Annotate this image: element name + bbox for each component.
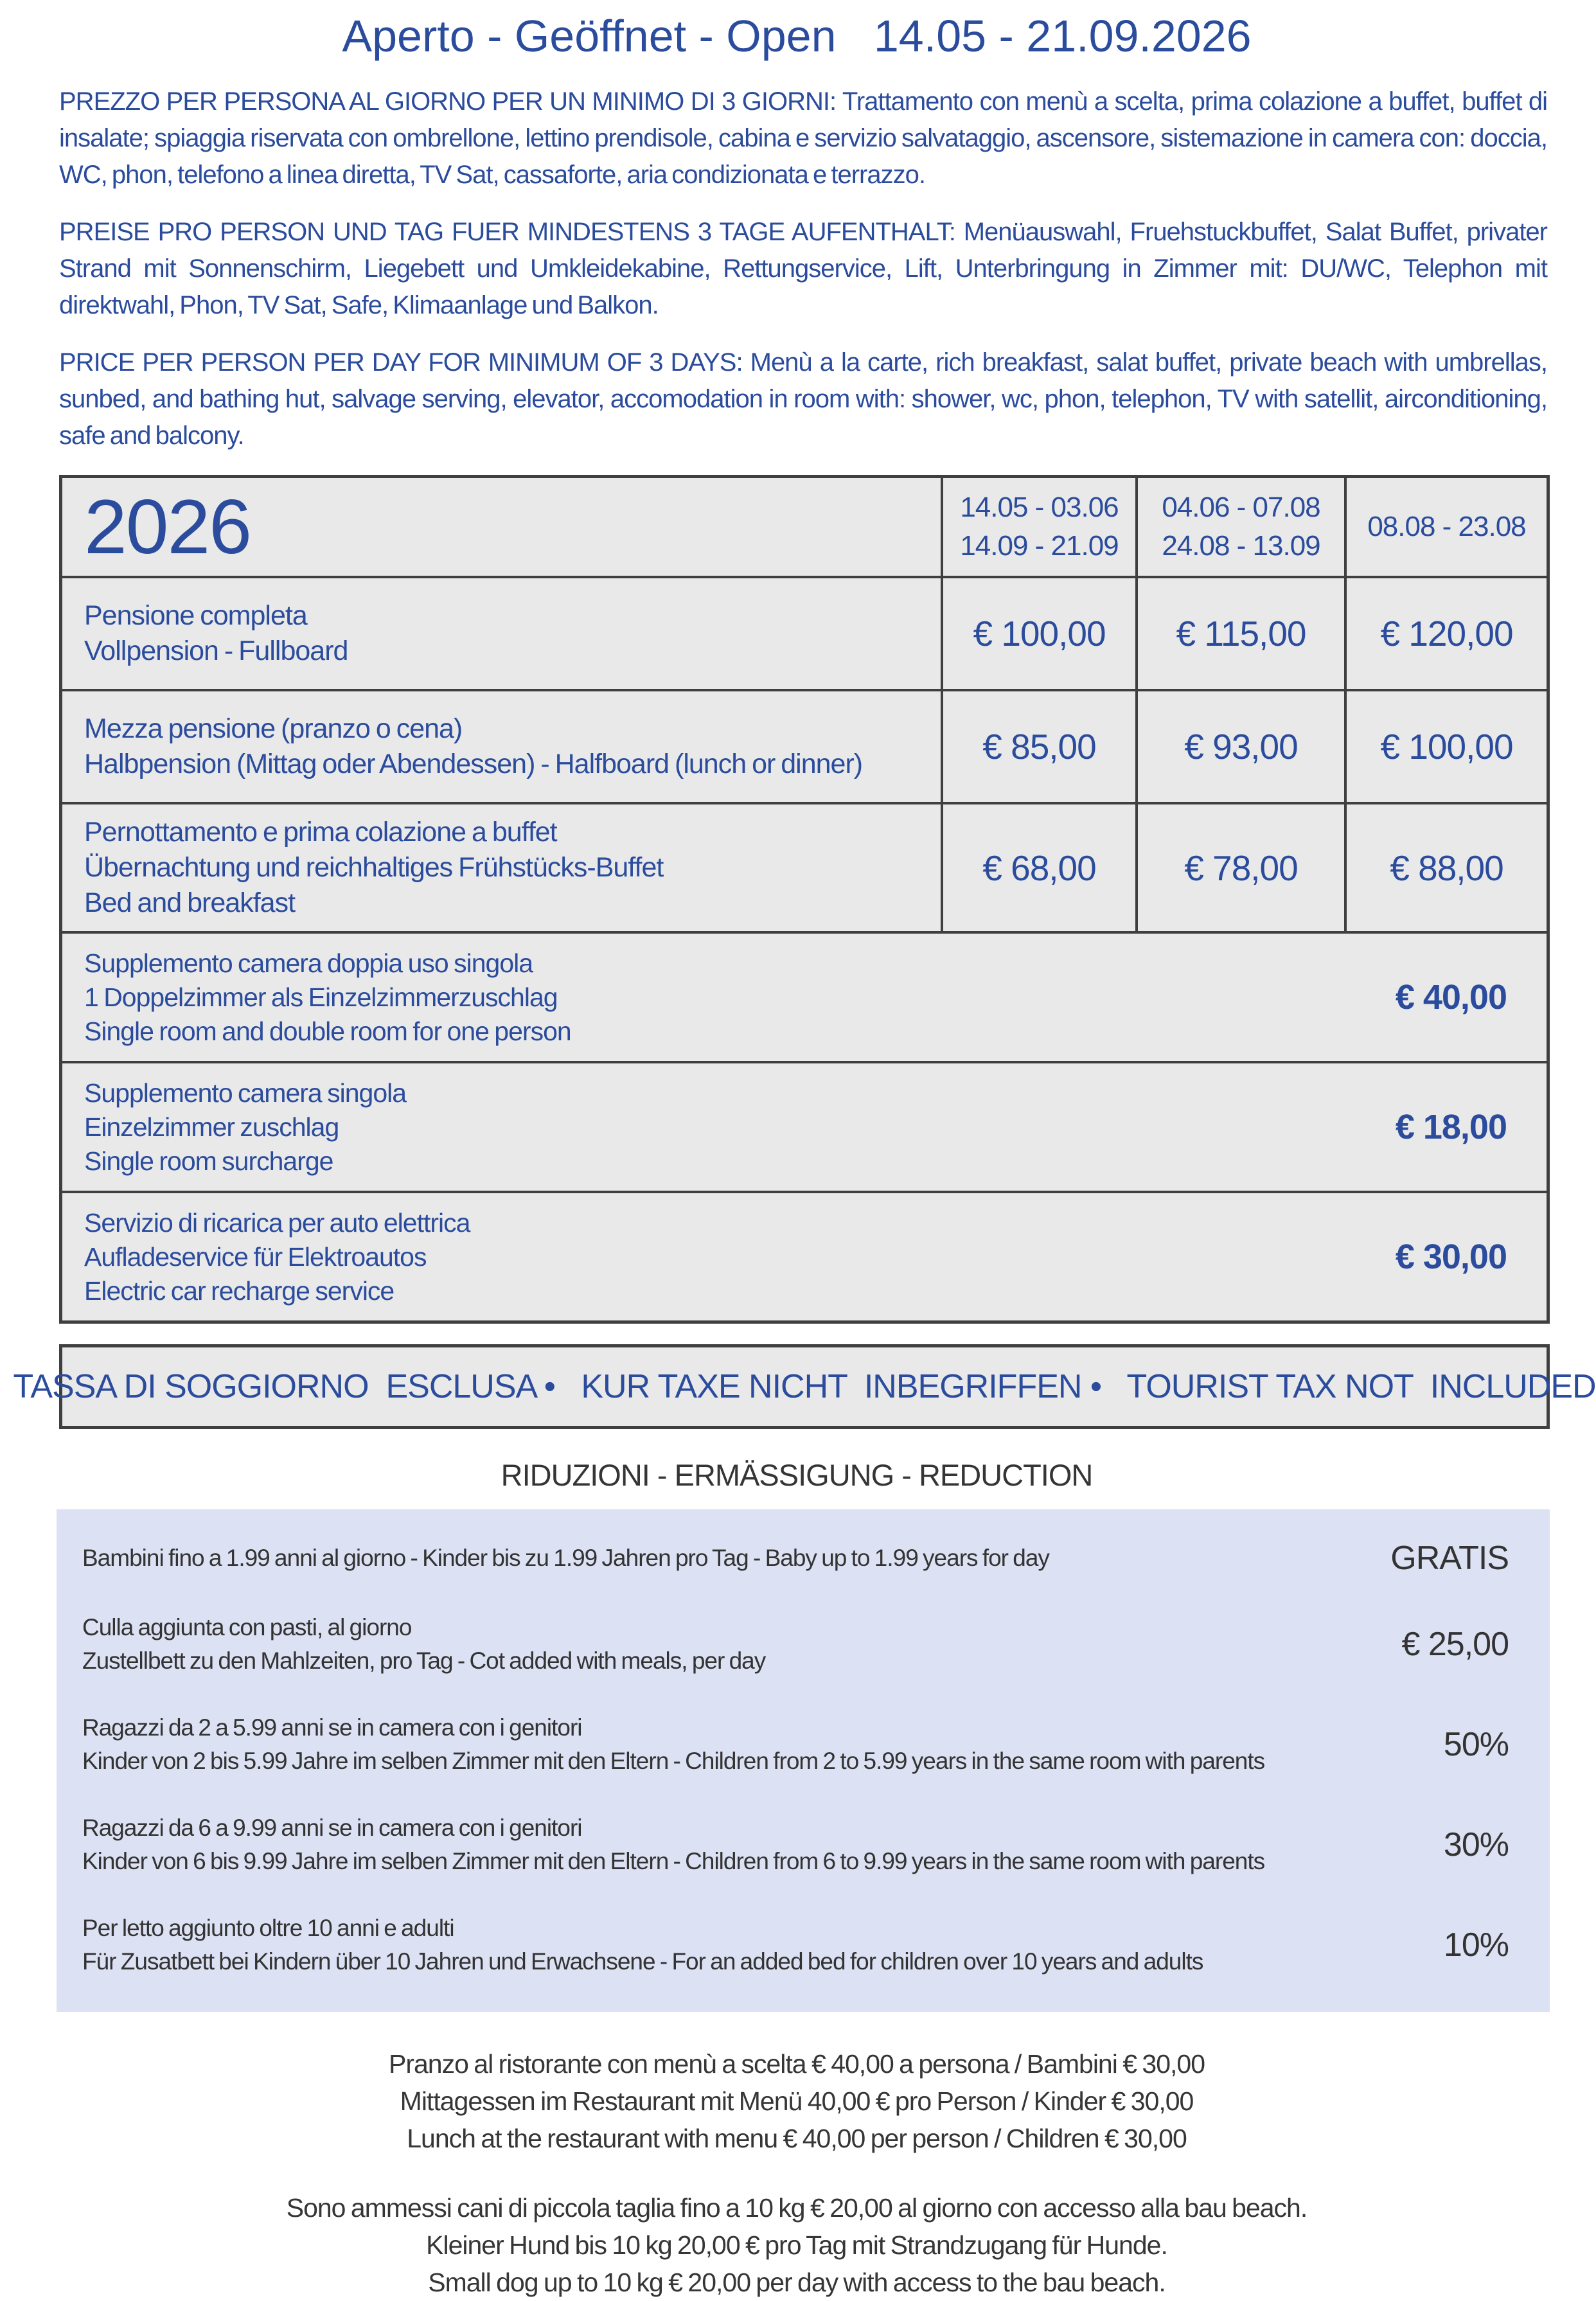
price-cell <box>1135 804 1344 931</box>
lunch-note-line-english: Lunch at the restaurant with menu € 40,00 per person / Children € 30,00 <box>407 2124 1187 2153</box>
supplement-price: € 18,00 <box>1395 1108 1507 1146</box>
reduction-row-added-bed <box>82 1895 1509 1995</box>
supplement-label <box>84 1076 406 1178</box>
reduction-label <box>82 1541 1049 1575</box>
reduction-value: GRATIS <box>1390 1540 1509 1577</box>
reduction-label-line: Zustellbett zu den Mahlzeiten, pro Tag - Cot added with meals, per day <box>82 1648 766 1674</box>
price-value: € 85,00 <box>982 727 1096 767</box>
intro-paragraph-italian: PREZZO PER PERSONA AL GIORNO PER UN MINIMO DI 3 GIORNI: Trattamento con menù a scelta, prima colazione a buffet, buffet di insalate; spiaggia riservata con ombrellone, lettino prendisole, cabina e servizio salvataggio, ascensore, sistemazione in camera con: doccia, WC, phon, telefono a linea diretta, TV Sat, cassaforte, aria condizionata e terrazzo. <box>59 87 1547 189</box>
reduction-value: 50% <box>1443 1726 1509 1763</box>
reduction-label <box>82 1811 1264 1878</box>
price-cell <box>1135 691 1344 802</box>
price-cell <box>1344 578 1547 689</box>
reduction-label-line: Culla aggiunta con pasti, al giorno <box>82 1614 412 1640</box>
supplement-row-ev-recharge <box>62 1191 1547 1320</box>
year-cell <box>62 478 941 576</box>
supplement-label-line: Electric car recharge service <box>84 1275 395 1306</box>
reduction-label-line: Kinder von 2 bis 5.99 Jahre im selben Zimmer mit den Eltern - Children from 2 to 5.99 years in the same room with parents <box>82 1748 1265 1774</box>
reduction-row-cot <box>82 1594 1509 1694</box>
supplement-label-line: Supplemento camera doppia uso singola <box>84 948 533 978</box>
price-cell <box>941 578 1135 689</box>
price-row-bed-and-breakfast <box>62 802 1547 931</box>
reduction-label <box>82 1611 765 1678</box>
price-value: € 68,00 <box>982 848 1096 888</box>
period-line: 14.09 - 21.09 <box>960 530 1119 562</box>
page-title: Aperto - Geöffnet - Open 14.05 - 21.09.2026 <box>342 11 1252 61</box>
supplement-price: € 30,00 <box>1395 1238 1507 1276</box>
tourist-tax-banner <box>13 1344 1596 1429</box>
price-value: € 115,00 <box>1176 614 1306 653</box>
supplement-label-line: Supplemento camera singola <box>84 1078 407 1108</box>
supplement-label-line: 1 Doppelzimmer als Einzelzimmerzuschlag <box>84 982 558 1012</box>
period-line: 08.08 - 23.08 <box>1367 511 1526 542</box>
period-line: 24.08 - 13.09 <box>1162 530 1320 562</box>
price-value: € 93,00 <box>1184 727 1298 767</box>
row-label-line: Halbpension (Mittag oder Abendessen) - Halfboard (lunch or dinner) <box>84 749 863 779</box>
supplement-label <box>84 1206 470 1308</box>
row-label-line: Pensione completa <box>84 600 307 631</box>
row-label <box>62 691 941 802</box>
price-cell <box>1344 691 1547 802</box>
row-label <box>62 804 941 931</box>
intro-paragraphs <box>59 84 1547 454</box>
price-value: € 78,00 <box>1184 848 1298 888</box>
reduction-row-baby <box>82 1522 1509 1594</box>
price-value: € 120,00 <box>1380 614 1513 653</box>
row-label-line: Pernottamento e prima colazione a buffet <box>84 817 557 848</box>
row-label-line: Bed and breakfast <box>84 887 296 918</box>
row-label-line: Vollpension - Fullboard <box>84 635 348 666</box>
year-label: 2026 <box>84 484 251 570</box>
price-value: € 88,00 <box>1390 848 1503 888</box>
reduction-label-line: Ragazzi da 6 a 9.99 anni se in camera con i genitori <box>82 1815 582 1841</box>
price-table-header-row <box>62 478 1547 576</box>
row-label-line: Mezza pensione (pranzo o cena) <box>84 713 463 744</box>
supplement-label-line: Aufladeservice für Elektroautos <box>84 1241 427 1272</box>
row-label-line: Übernachtung und reichhaltiges Frühstücks-Buffet <box>84 852 664 883</box>
supplement-label-line: Single room surcharge <box>84 1146 333 1176</box>
price-row-fullboard <box>62 576 1547 689</box>
price-value: € 100,00 <box>973 614 1106 653</box>
dog-note <box>0 2189 1593 2301</box>
supplement-label-line: Single room and double room for one person <box>84 1016 571 1046</box>
price-cell <box>1135 578 1344 689</box>
price-cell <box>941 691 1135 802</box>
reduction-value: € 25,00 <box>1401 1626 1509 1663</box>
supplement-row-double-as-single <box>62 931 1547 1061</box>
period-column-1 <box>941 478 1135 576</box>
intro-paragraph-english: PRICE PER PERSON PER DAY FOR MINIMUM OF 3 DAYS: Menù a la carte, rich breakfast, salat buffet, private beach with umbrellas, sunbed, and bathing hut, salvage serving, elevator, accomodation in room with: shower, wc, phon, telephon, TV with satellit, airconditioning, safe and balcony. <box>59 348 1547 450</box>
reduction-label <box>82 1912 1203 1978</box>
tourist-tax-banner-text: TASSA DI SOGGIORNO ESCLUSA • KUR TAXE NICHT INBEGRIFFEN • TOURIST TAX NOT INCLUDED <box>13 1368 1596 1405</box>
reduction-row-children-6-9 <box>82 1795 1509 1895</box>
period-column-2 <box>1135 478 1344 576</box>
dog-note-line-italian: Sono ammessi cani di piccola taglia fino a 10 kg € 20,00 al giorno con accesso alla bau beach. <box>286 2193 1308 2223</box>
reduction-value: 10% <box>1443 1926 1509 1964</box>
price-cell <box>1344 804 1547 931</box>
supplement-row-single-room <box>62 1061 1547 1191</box>
lunch-note <box>0 2045 1593 2157</box>
reductions-panel <box>57 1509 1550 2012</box>
period-line: 04.06 - 07.08 <box>1162 492 1320 523</box>
reduction-label-line: Ragazzi da 2 a 5.99 anni se in camera con i genitori <box>82 1714 582 1741</box>
price-value: € 100,00 <box>1380 727 1513 767</box>
supplement-label-line: Servizio di ricarica per auto elettrica <box>84 1207 470 1238</box>
row-label <box>62 578 941 689</box>
lunch-note-line-german: Mittagessen im Restaurant mit Menü 40,00 € pro Person / Kinder € 30,00 <box>400 2086 1194 2116</box>
reduction-label-line: Für Zusatbett bei Kindern über 10 Jahren und Erwachsene - For an added bed for children over 10 years and adults <box>82 1948 1203 1975</box>
period-column-3 <box>1344 478 1547 576</box>
lunch-note-line-italian: Pranzo al ristorante con menù a scelta € 40,00 a persona / Bambini € 30,00 <box>388 2049 1205 2079</box>
reductions-title: RIDUZIONI - ERMÄSSIGUNG - REDUCTION <box>501 1458 1093 1492</box>
supplement-label <box>84 946 571 1049</box>
dog-note-line-english: Small dog up to 10 kg € 20,00 per day with access to the bau beach. <box>428 2268 1166 2297</box>
dog-note-line-german: Kleiner Hund bis 10 kg 20,00 € pro Tag mit Strandzugang für Hunde. <box>426 2230 1167 2260</box>
reduction-label-line: Bambini fino a 1.99 anni al giorno - Kinder bis zu 1.99 Jahren pro Tag - Baby up to 1.99 years for day <box>82 1545 1049 1571</box>
reduction-label-line: Kinder von 6 bis 9.99 Jahre im selben Zimmer mit den Eltern - Children from 6 to 9.99 years in the same room with parents <box>82 1848 1265 1874</box>
price-cell <box>941 804 1135 931</box>
price-row-halfboard <box>62 689 1547 802</box>
supplement-price: € 40,00 <box>1395 978 1507 1017</box>
reduction-label <box>82 1711 1264 1778</box>
reduction-value: 30% <box>1443 1826 1509 1863</box>
supplement-label-line: Einzelzimmer zuschlag <box>84 1112 339 1142</box>
intro-paragraph-german: PREISE PRO PERSON UND TAG FUER MINDESTENS 3 TAGE AUFENTHALT: Menüauswahl, Fruehstuckbuffet, Salat Buffet, privater Strand mit Sonnenschirm, Liegebett und Umkleidekabine, Rettungservice, Lift, Unterbringung in Zimmer mit: DU/WC, Telephon mit direktwahl, Phon, TV Sat, Safe, Klimaanlage und Balkon. <box>59 218 1547 319</box>
reduction-row-children-2-5 <box>82 1694 1509 1795</box>
reduction-label-line: Per letto aggiunto oltre 10 anni e adulti <box>82 1915 454 1941</box>
period-line: 14.05 - 03.06 <box>960 492 1119 523</box>
price-table <box>59 475 1550 1324</box>
